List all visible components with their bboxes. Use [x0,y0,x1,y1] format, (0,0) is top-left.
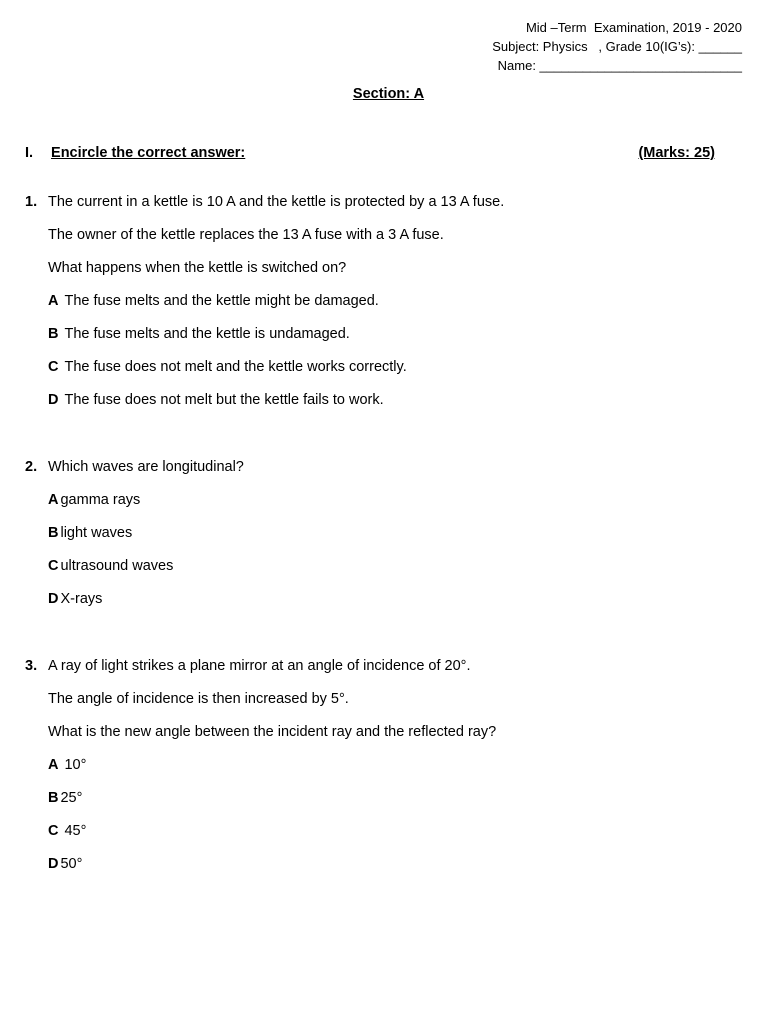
question-number: 3. [25,658,38,674]
option-text: The fuse melts and the kettle might be damaged. [64,293,379,309]
question-2 [25,457,725,622]
answer-option-b[interactable] [25,788,725,821]
answer-option-a[interactable] [25,490,725,523]
question-number: 2. [25,459,38,475]
option-text: X-rays [60,591,103,607]
question-stem-line [25,656,725,689]
answer-option-d[interactable] [25,854,725,887]
subject-grade-line: Subject: Physics , Grade 10(IG’s): ______ [492,39,742,54]
answer-option-c[interactable] [25,821,725,854]
question-stem-text: What is the new angle between the incident ray and the reflected ray? [48,724,497,740]
option-letter: D [48,856,59,872]
option-text: 25° [60,790,83,806]
option-letter: B [48,326,59,342]
option-text: gamma rays [60,492,141,508]
option-text: The fuse melts and the kettle is undamaged. [64,326,350,342]
question-stem-line [25,722,725,755]
question-1 [25,192,725,423]
option-letter: A [48,492,59,508]
question-stem-line [25,192,725,225]
option-letter: B [48,790,59,806]
option-text: 50° [60,856,83,872]
student-name-line: Name: ____________________________ [497,58,742,73]
question-stem-text: The owner of the kettle replaces the 13 A fuse with a 3 A fuse. [48,227,444,243]
instruction-row [25,145,715,161]
option-letter: B [48,525,59,541]
instruction-number: I. [25,145,34,161]
instruction-text: Encircle the correct answer: [51,145,246,161]
question-3 [25,656,725,887]
option-letter: D [48,392,59,408]
answer-option-a[interactable] [25,755,725,788]
option-letter: C [48,823,59,839]
answer-option-d[interactable] [25,589,725,622]
marks-label: (Marks: 25) [638,145,715,161]
exam-header [442,18,742,75]
answer-option-a[interactable] [25,291,725,324]
answer-option-d[interactable] [25,390,725,423]
exam-title-line: Mid –Term Examination, 2019 - 2020 [525,20,742,35]
section-title: Section: A [352,86,425,102]
option-letter: A [48,757,59,773]
question-stem-text: What happens when the kettle is switched on? [48,260,347,276]
answer-option-b[interactable] [25,523,725,556]
option-letter: D [48,591,59,607]
question-number: 1. [25,194,38,210]
option-text: The fuse does not melt and the kettle works correctly. [64,359,407,375]
option-letter: C [48,359,59,375]
option-text: 10° [64,757,87,773]
question-stem-text: The angle of incidence is then increased by 5°. [48,691,349,707]
option-text: The fuse does not melt but the kettle fails to work. [64,392,384,408]
question-stem-text: The current in a kettle is 10 A and the kettle is protected by a 13 A fuse. [48,194,505,210]
question-stem-text: Which waves are longitudinal? [48,459,244,475]
question-stem-text: A ray of light strikes a plane mirror at an angle of incidence of 20°. [48,658,471,674]
option-text: light waves [60,525,133,541]
question-stem-line [25,225,725,258]
question-stem-line [25,258,725,291]
answer-option-c[interactable] [25,556,725,589]
answer-option-c[interactable] [25,357,725,390]
question-stem-line [25,457,725,490]
option-letter: C [48,558,59,574]
option-letter: A [48,293,59,309]
question-stem-line [25,689,725,722]
answer-option-b[interactable] [25,324,725,357]
option-text: 45° [64,823,87,839]
option-text: ultrasound waves [60,558,174,574]
